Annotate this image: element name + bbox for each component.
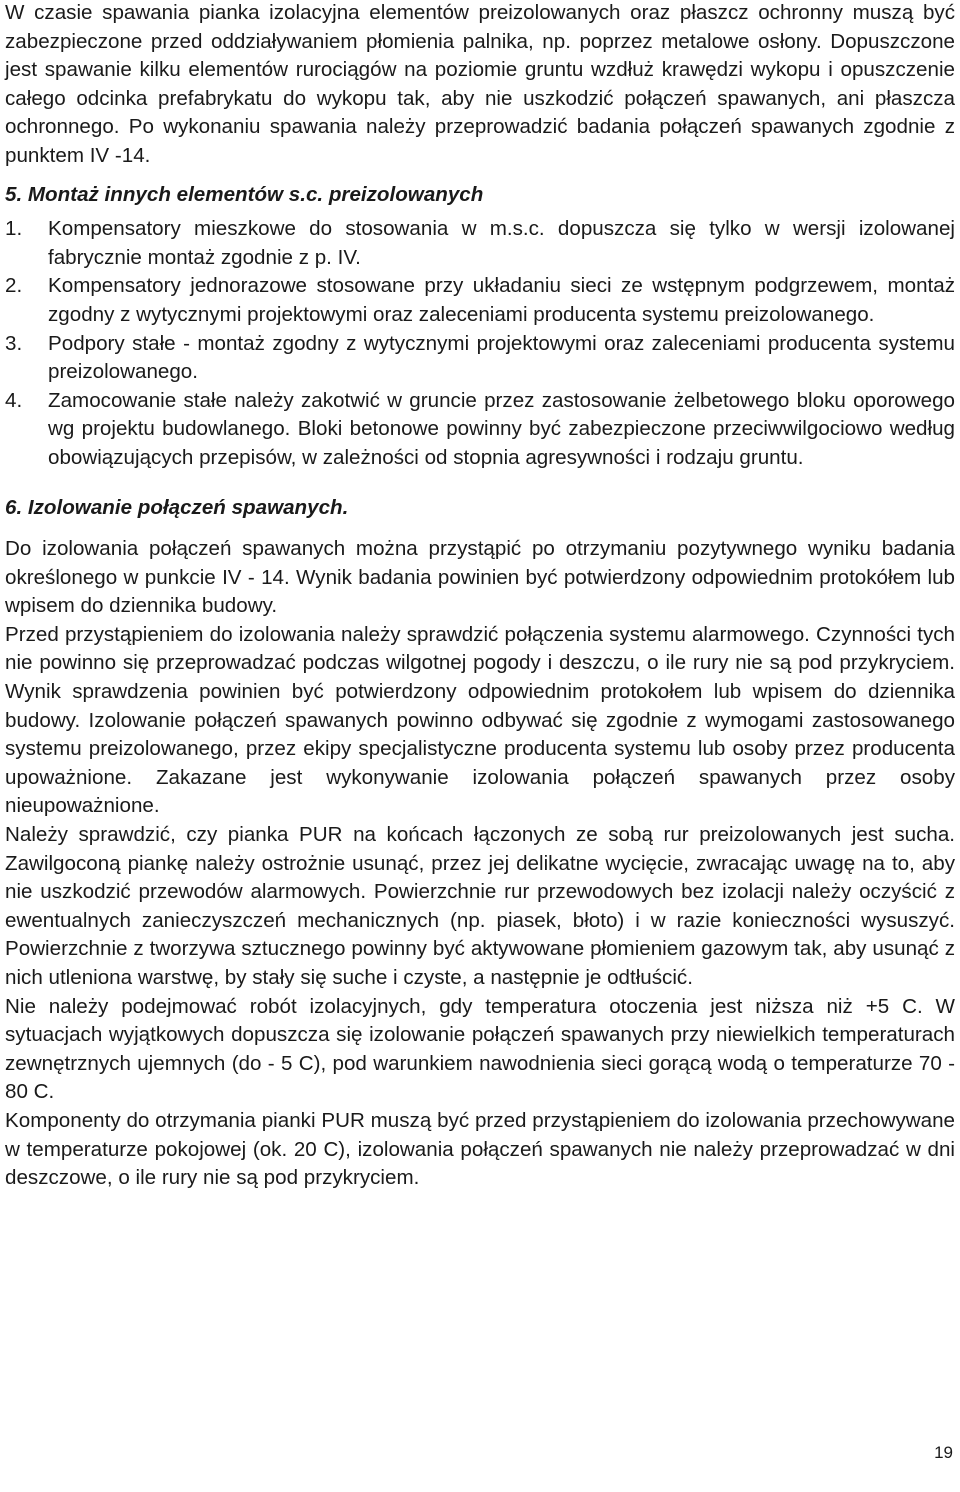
list-item-text: Zamocowanie stałe należy zakotwić w gruncie przez zastosowanie żelbetowego bloku oporowego wg projektu budowlanego. Bloki betonowe powinny być zabezpieczone przeciwwilgociowo według obowiązujących przepisów, w zależności od stopnia agresywności i rodzaju gruntu. xyxy=(48,388,955,469)
document-page xyxy=(5,0,955,1193)
section-6-paragraph: Przed przystąpieniem do izolowania należy sprawdzić połączenia systemu alarmowego. Czynności tych nie powinno się przeprowadzać podczas wilgotnej pogody i deszczu, o ile rury nie są pod przykryciem. Wynik sprawdzenia powinien być potwierdzony odpowiednim protokołem lub wpisem do dziennika budowy. Izolowanie połączeń spawanych powinno odbywać się zgodnie z wymogami zastosowanego systemu preizolowanego, przez ekipy specjalistyczne producenta systemu lub osoby przez producenta upoważnione. Zakazane jest wykonywanie izolowania połączeń spawanych przez osoby nieupoważnione. xyxy=(5,622,955,818)
section-6-paragraph: Do izolowania połączeń spawanych można przystąpić po otrzymaniu pozytywnego wyniku badania określonego w punkcie IV - 14. Wynik badania powinien być potwierdzony odpowiednim protokółem lub wpisem do dziennika budowy. xyxy=(5,537,955,618)
list-item xyxy=(5,272,955,329)
list-item-number: 2. xyxy=(5,274,23,298)
section-6-paragraph: Komponenty do otrzymania pianki PUR muszą być przed przystąpieniem do izolowania przechowywane w temperaturze pokojowej (ok. 20 C), izolowania połączeń spawanych nie należy przeprowadzać w dni deszczowe, o ile rury nie są pod przykryciem. xyxy=(5,1108,955,1190)
section-5-list xyxy=(5,215,955,472)
list-item-text: Kompensatory mieszkowe do stosowania w m.s.c. dopuszcza się tylko w wersji izolowanej fabrycznie montaż zgodnie z p. IV. xyxy=(48,217,955,269)
section-5-heading: 5. Montaż innych elementów s.c. preizolowanych xyxy=(5,182,484,206)
page-number: 19 xyxy=(934,1443,953,1462)
list-item-number: 3. xyxy=(5,331,23,355)
list-item-text: Kompensatory jednorazowe stosowane przy układaniu sieci ze wstępnym podgrzewem, montaż zgodny z wytycznymi projektowymi oraz zaleceniami producenta systemu preizolowanego. xyxy=(48,274,955,326)
list-item-text: Podpory stałe - montaż zgodny z wytycznymi projektowymi oraz zaleceniami producenta systemu preizolowanego. xyxy=(48,331,955,384)
list-item-number: 4. xyxy=(5,388,23,412)
intro-paragraph: W czasie spawania pianka izolacyjna elementów preizolowanych oraz płaszcz ochronny muszą być zabezpieczone przed oddziaływaniem płomienia palnika, np. poprzez metalowe osłony. Dopuszczone jest spawanie kilku elementów rurociągów na poziomie gruntu wzdłuż krawędzi wykopu i opuszczenie całego odcinka prefabrykatu do wykopu tak, aby nie uszkodzić połączeń spawanych, ani płaszcza ochronnego. Po wykonaniu spawania należy przeprowadzić badania połączeń spawanych zgodnie z punktem IV -14. xyxy=(5,1,955,167)
section-6-heading: 6. Izolowanie połączeń spawanych. xyxy=(5,495,349,519)
section-6-paragraph: Należy sprawdzić, czy pianka PUR na końcach łączonych ze sobą rur preizolowanych jest sucha. Zawilgoconą piankę należy ostrożnie usunąć, przez jej delikatne wycięcie, zwracając uwagę na to, aby nie uszkodzić przewodów alarmowych. Powierzchnie rur przewodowych bez izolacji należy oczyścić z ewentualnych zanieczyszczeń mechanicznych (np. piasek, błoto) i w razie konieczności wysuszyć. Powierzchnie z tworzywa sztucznego powinny być aktywowane płomieniem gazowym tak, aby usunąć z nich utleniona warstwę, by stały się suche i czyste, a następnie je odtłuścić. xyxy=(5,823,955,989)
list-item-number: 1. xyxy=(5,217,23,241)
list-item xyxy=(5,215,955,272)
section-6-paragraph: Nie należy podejmować robót izolacyjnych, gdy temperatura otoczenia jest niższa niż +5 C. W sytuacjach wyjątkowych dopuszcza się izolowanie połączeń spawanych przy niewielkich temperaturach zewnętrznych ujemnych (do - 5 C), pod warunkiem nawodnienia sieci gorącą wodą o temperaturze 70 - 80 C. xyxy=(5,994,955,1104)
list-item xyxy=(5,330,955,387)
list-item xyxy=(5,387,955,473)
